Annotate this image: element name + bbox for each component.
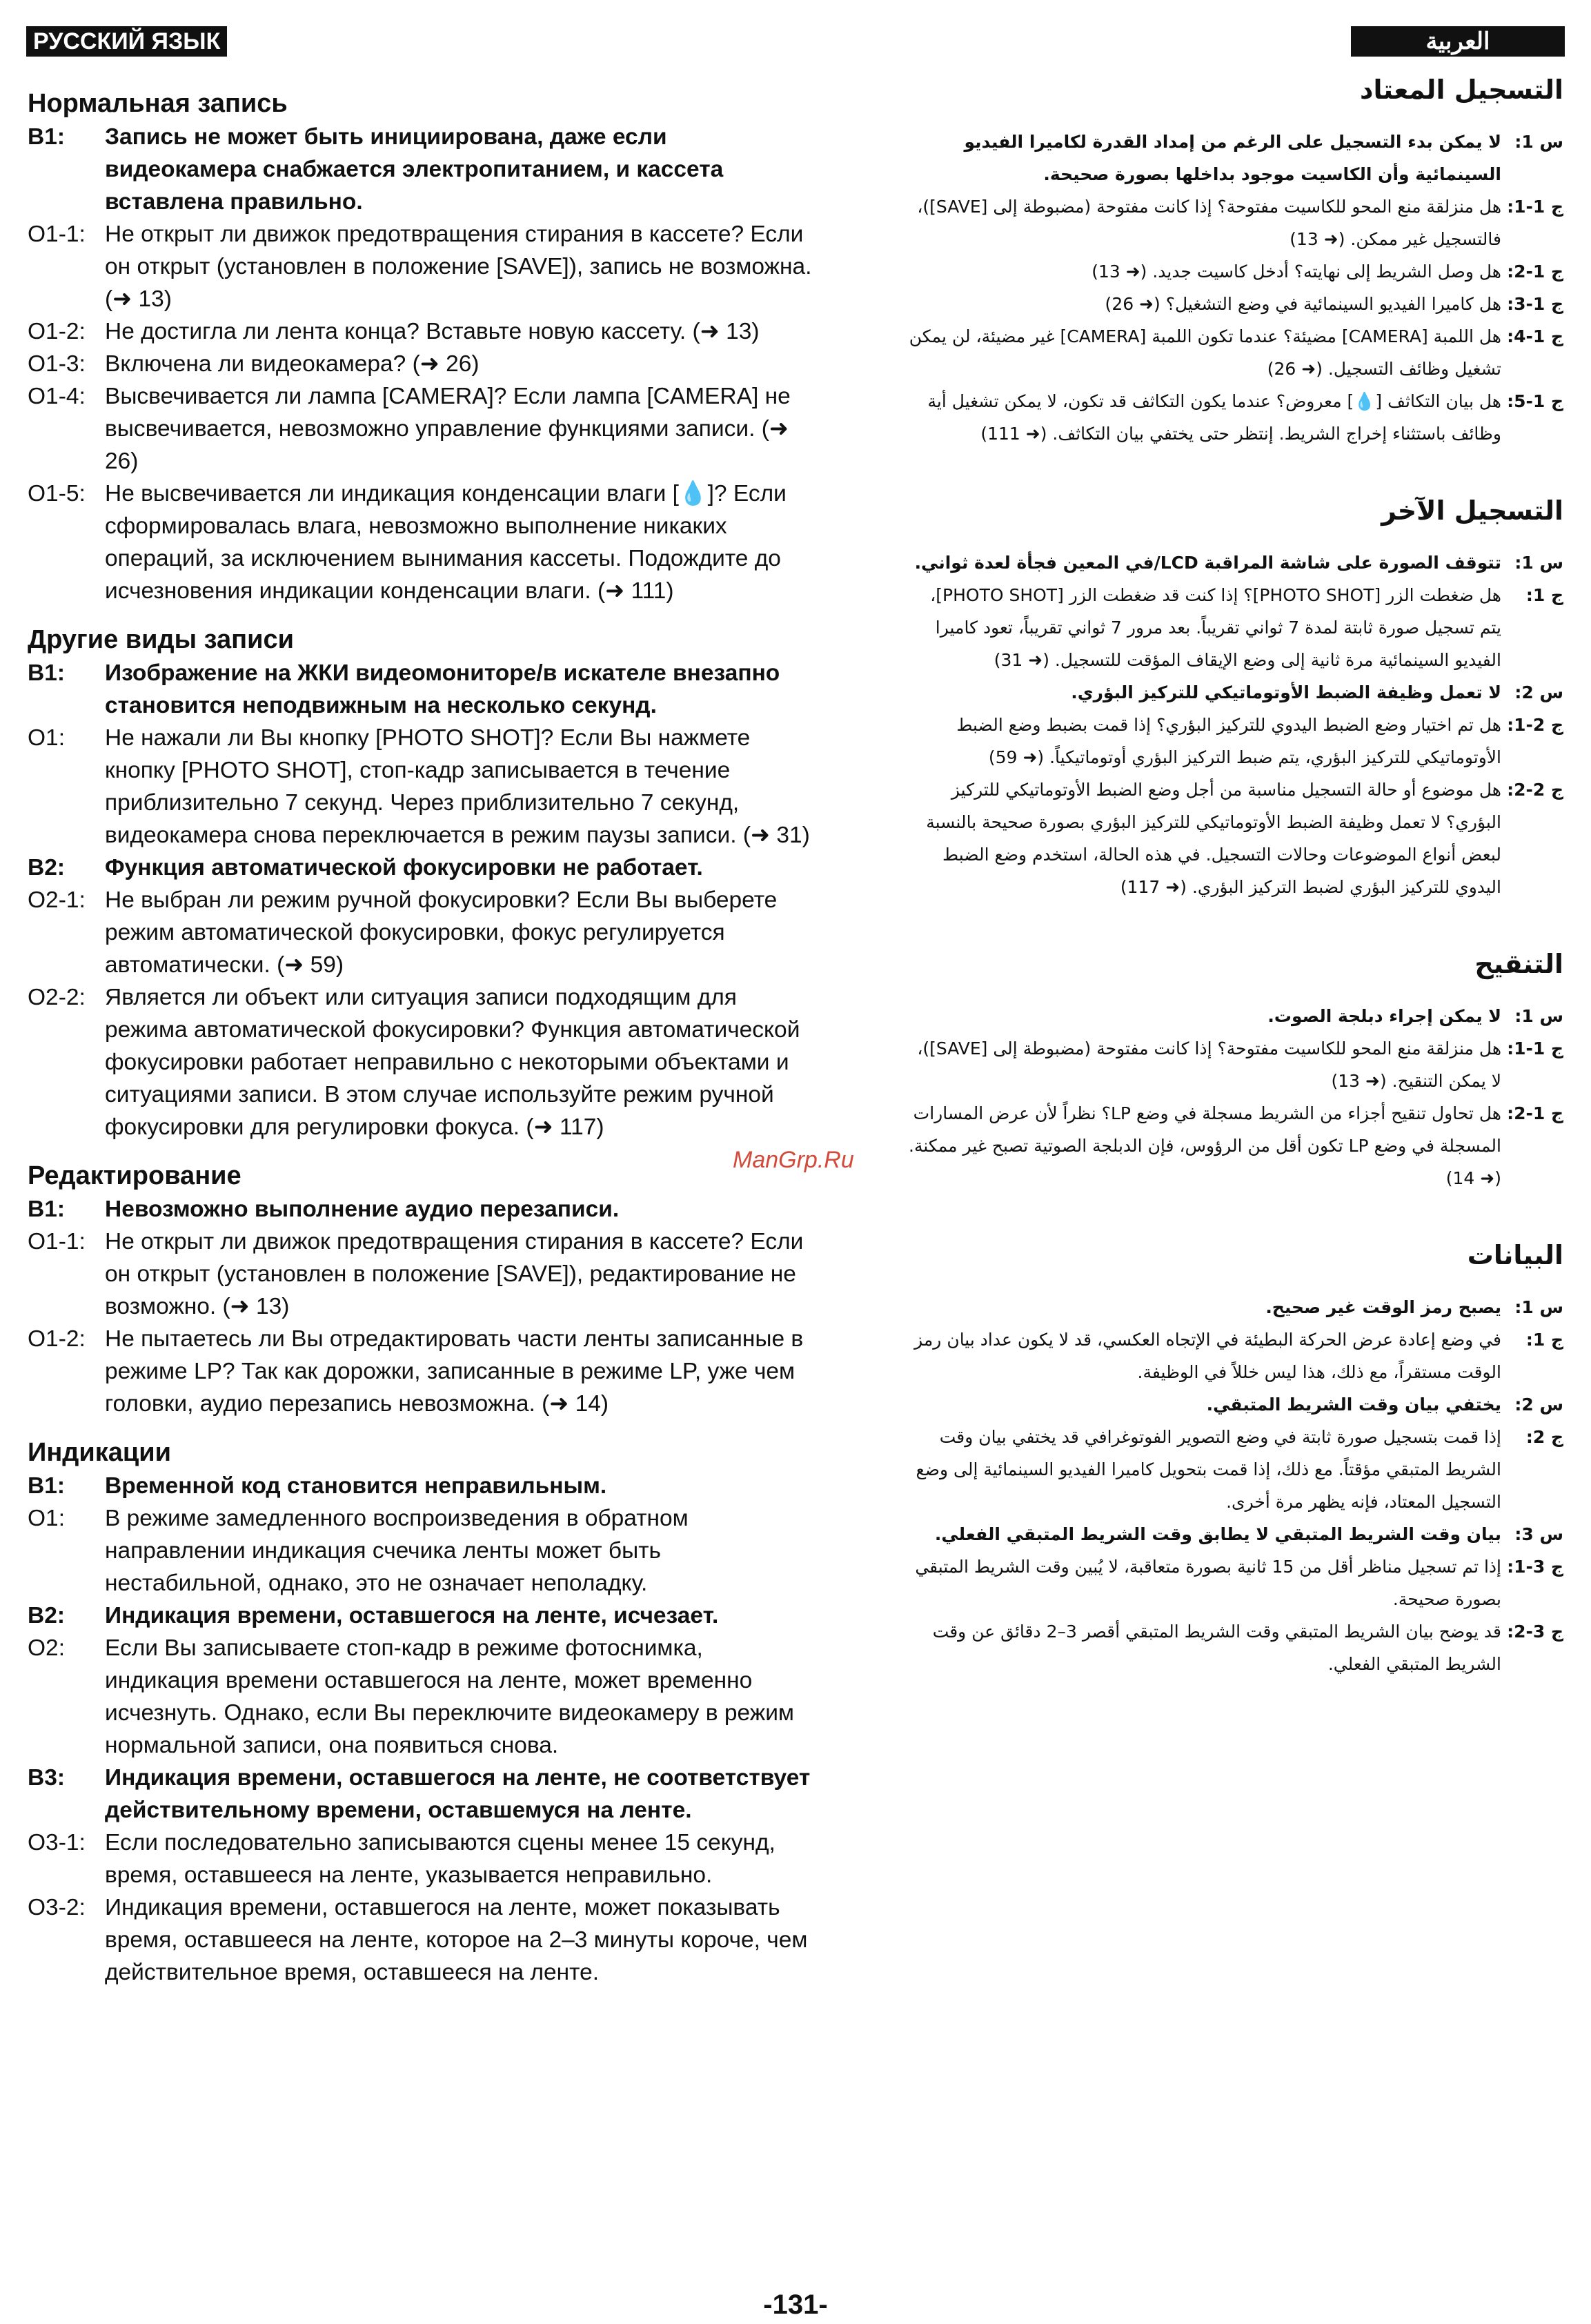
item-label: ج 1-1: [1507, 197, 1563, 217]
section-title: Индикации [28, 1438, 171, 1467]
answer-item [28, 1632, 814, 1762]
item-text: Включена ли видеокамера? (➜ 26) [105, 351, 480, 377]
question-item [908, 126, 1563, 190]
question-item [908, 1000, 1563, 1032]
answer-item [908, 1032, 1563, 1097]
item-text: Невозможно выполнение аудио перезаписи. [105, 1197, 620, 1222]
question-item [28, 657, 814, 722]
item-text: Индикация времени, оставшегося на ленте, может показывать время, оставшееся на ленте, которое на 2–3 минуты короче, чем действительное время, оставшееся на ленте. [105, 1895, 808, 1985]
section-title: Редактирование [28, 1161, 241, 1190]
answer-item [28, 1826, 814, 1891]
item-text: هل موضوع أو حالة التسجيل مناسبة من أجل وضع الضبط الأوتوماتيكي للتركيز البؤري؟ لا تعمل وظيفة الضبط الأوتوماتيكي للتركيز البؤري بصورة صحيحة بالنسبة لبعض أنواع الموضوعات وحالات التسجيل. في هذه الحالة، استخدم وضع الضبط اليدوي للتركيز البؤري لضبط التركيز البؤري. (➜ 117) [926, 780, 1501, 897]
item-text: هل كاميرا الفيديو السينمائية في وضع التشغيل؟ (➜ 26) [1105, 294, 1501, 314]
answer-item [908, 1550, 1563, 1615]
item-text: Не открыт ли движок предотвращения стирания в кассете? Если он открыт (установлен в положение [SAVE]), редактирование не возможно. (➜ 13) [105, 1229, 804, 1319]
item-text: Не выбран ли режим ручной фокусировки? Если Вы выберете режим автоматической фокусировки, фокус регулируется автоматически. (➜ 59) [105, 887, 778, 978]
item-label: В2: [28, 1603, 65, 1628]
item-label: О2: [28, 1635, 65, 1661]
answer-item [908, 1421, 1563, 1518]
item-text: هل منزلقة منع المحو للكاسيت مفتوحة؟ إذا كانت مفتوحة (مضبوطة إلى [SAVE])، فالتسجيل غير ممكن. (➜ 13) [917, 197, 1501, 249]
question-item [908, 1518, 1563, 1550]
item-label: س 1: [1514, 1297, 1563, 1317]
item-label: ج 1-2: [1507, 1103, 1563, 1123]
section-title: Другие виды записи [28, 625, 294, 654]
answer-item [28, 1323, 814, 1420]
item-text: Не достигла ли лента конца? Вставьте новую кассету. (➜ 13) [105, 319, 760, 344]
item-text: لا يمكن بدء التسجيل على الرغم من إمداد القدرة لكاميرا الفيديو السينمائية وأن الكاسيت موجود بداخلها بصورة صحيحة. [964, 132, 1501, 184]
item-text: هل وصل الشريط إلى نهايته؟ أدخل كاسيت جديد. (➜ 13) [1091, 262, 1501, 282]
item-label: О1-2: [28, 319, 86, 344]
item-label: ج 1: [1525, 585, 1563, 605]
answer-item [908, 1323, 1563, 1388]
item-text: إذا تم تسجيل مناظر أقل من 15 ثانية بصورة متعاقبة، لا يُبين وقت الشريط المتبقي بصورة صحيحة. [915, 1557, 1501, 1609]
item-text: Функция автоматической фокусировки не работает. [105, 855, 703, 880]
question-item [908, 1291, 1563, 1323]
section [908, 1234, 1563, 1680]
item-text: Изображение на ЖКИ видеомониторе/в искателе внезапно становится неподвижным на несколько секунд. [105, 660, 780, 718]
section [908, 69, 1563, 450]
language-tab-arabic: العربية [1351, 26, 1565, 57]
item-text: يصبح رمز الوقت غير صحيح. [1265, 1297, 1501, 1317]
item-label: В1: [28, 124, 65, 150]
item-text: تتوقف الصورة على شاشة المراقبة LCD/في المعين فجأة لعدة ثواني. [914, 553, 1501, 573]
item-text: Временной код становится неправильным. [105, 1473, 607, 1499]
answer-item [28, 348, 814, 380]
answer-item [908, 385, 1563, 450]
question-item [908, 676, 1563, 709]
item-label: ج 2: [1525, 1427, 1563, 1447]
section [28, 86, 814, 607]
item-label: О1-1: [28, 221, 86, 247]
item-text: لا يمكن إجراء دبلجة الصوت. [1267, 1006, 1501, 1026]
item-text: Не пытаетесь ли Вы отредактировать части ленты записанные в режиме LP? Так как дорожки, записанные в режиме LP, уже чем головки, аудио перезапись невозможна. (➜ 14) [105, 1326, 804, 1417]
item-label: О1-1: [28, 1229, 86, 1254]
question-item [28, 1193, 814, 1225]
item-text: Является ли объект или ситуация записи подходящим для режима автоматической фокусировки? Функция автоматической фокусировки работает неправильно с некоторыми объектами и ситуациями записи. В этом случае используйте режим ручной фокусировки для регулировки фокуса. (➜ 117) [105, 985, 800, 1140]
item-text: Не нажали ли Вы кнопку [PHOTO SHOT]? Если Вы нажмете кнопку [PHOTO SHOT], стоп-кадр записывается в течение приблизительно 7 секунд. Через приблизительно 7 секунд, видеокамера снова переключается в режим паузы записи. (➜ 31) [105, 725, 810, 848]
answer-item [28, 315, 814, 348]
question-item [28, 1599, 814, 1632]
russian-column [28, 86, 814, 2004]
item-label: س 1: [1514, 553, 1563, 573]
item-text: Индикация времени, оставшегося на ленте, исчезает. [105, 1603, 719, 1628]
section [908, 943, 1563, 1194]
item-text: Высвечивается ли лампа [CAMERA]? Если лампа [CAMERA] не высвечивается, невозможно управление функциями записи. (➜ 26) [105, 384, 791, 474]
arabic-column [908, 69, 1563, 1720]
item-label: ج 1-5: [1507, 391, 1563, 411]
item-label: ج 2-1: [1507, 715, 1563, 735]
item-text: قد يوضح بيان الشريط المتبقي وقت الشريط المتبقي أقصر 3–2 دقائق عن وقت الشريط المتبقي الفعلي. [932, 1622, 1501, 1674]
answer-item [908, 774, 1563, 903]
answer-item [28, 477, 814, 607]
question-item [28, 121, 814, 218]
item-label: В1: [28, 1473, 65, 1499]
item-text: هل منزلقة منع المحو للكاسيت مفتوحة؟ إذا كانت مفتوحة (مضبوطة إلى [SAVE])، لا يمكن التنقيح. (➜ 13) [917, 1038, 1501, 1091]
section-title: البيانات [1467, 1240, 1563, 1270]
item-label: О2-1: [28, 887, 86, 913]
watermark: ManGrp.Ru [733, 1147, 854, 1173]
item-label: ج 1-1: [1507, 1038, 1563, 1058]
answer-item [28, 1891, 814, 1989]
item-text: في وضع إعادة عرض الحركة البطيئة في الإتجاه العكسي، قد لا يكون عداد بيان رمز الوقت مستقراً، مع ذلك، هذا ليس خللاً في الوظيفة. [914, 1330, 1501, 1382]
item-label: О1-4: [28, 384, 86, 409]
item-text: هل تحاول تنقيح أجزاء من الشريط مسجلة في وضع LP؟ نظراً لأن عرض المسارات المسجلة في وضع LP تكون أقل من الرؤوس، فإن الدبلجة الصوتية تصبح غير ممكنة. (➜ 14) [909, 1103, 1501, 1188]
item-label: О1: [28, 725, 65, 751]
item-text: إذا قمت بتسجيل صورة ثابتة في وضع التصوير الفوتوغرافي قد يختفي بيان وقت الشريط المتبقي مؤقتاً. مع ذلك، إذا قمت بتحويل كاميرا الفيديو السينمائية إلى وضع التسجيل المعتاد، فإنه يظهر مرة أخرى. [916, 1427, 1501, 1512]
item-label: ج 3-1: [1507, 1557, 1563, 1577]
item-text: Индикация времени, оставшегося на ленте, не соответствует действительному времени, оставшемуся на ленте. [105, 1765, 811, 1823]
section [908, 490, 1563, 903]
item-text: В режиме замедленного воспроизведения в обратном направлении индикация счечика ленты может быть нестабильной, однако, это не означает неполадку. [105, 1506, 689, 1596]
answer-item [908, 190, 1563, 255]
answer-item [908, 288, 1563, 320]
section-title: Нормальная запись [28, 89, 288, 118]
section-title: التسجيل المعتاد [1359, 75, 1563, 105]
item-label: О1-2: [28, 1326, 86, 1352]
item-text: Если последовательно записываются сцены менее 15 секунд, время, оставшееся на ленте, указывается неправильно. [105, 1830, 775, 1888]
answer-item [908, 709, 1563, 774]
item-text: Не высвечивается ли индикация конденсации влаги [💧]? Если сформировалась влага, невозможно выполнение никаких операций, за исключением вынимания кассеты. Подождите до исчезновения индикации конденсации влаги. (➜ 111) [105, 481, 787, 604]
item-text: Запись не может быть инициирована, даже если видеокамера снабжается электропитанием, и кассета вставлена правильно. [105, 124, 724, 215]
answer-item [908, 320, 1563, 385]
answer-item [28, 1502, 814, 1599]
item-label: О1-5: [28, 481, 86, 506]
answer-item [28, 218, 814, 315]
answer-item [28, 981, 814, 1143]
item-label: ج 3-2: [1507, 1622, 1563, 1642]
item-text: هل ضغطت الزر [PHOTO SHOT]؟ إذا كنت قد ضغطت الزر [PHOTO SHOT]، يتم تسجيل صورة ثابتة لمدة 7 ثواني تقريباً. بعد مرور 7 ثواني تقريباً، تعود كاميرا الفيديو السينمائية مرة ثانية إلى وضع الإيقاف المؤقت للتسجيل. (➜ 31) [930, 585, 1501, 670]
answer-item [908, 1615, 1563, 1680]
item-text: هل اللمبة [CAMERA] مضيئة؟ عندما تكون اللمبة [CAMERA] غير مضيئة، لن يمكن تشغيل وظائف التسجيل. (➜ 26) [909, 326, 1501, 379]
item-label: В3: [28, 1765, 65, 1791]
answer-item [908, 579, 1563, 676]
section [28, 622, 814, 1143]
item-text: يختفي بيان وقت الشريط المتبقي. [1206, 1395, 1501, 1415]
section [28, 1159, 814, 1420]
answer-item [28, 1225, 814, 1323]
item-text: هل بيان التكاثف [💧] معروض؟ عندما يكون التكاثف قد تكون، لا يمكن تشغيل أية وظائف باستثناء إخراج الشريط. إنتظر حتى يختفي بيان التكاثف. (➜ 111) [927, 391, 1501, 444]
item-label: ج 1: [1525, 1330, 1563, 1350]
item-text: Не открыт ли движок предотвращения стирания в кассете? Если он открыт (установлен в положение [SAVE]), запись не возможна. (➜ 13) [105, 221, 812, 312]
answer-item [908, 255, 1563, 288]
item-label: س 3: [1514, 1524, 1563, 1544]
item-label: س 2: [1514, 682, 1563, 702]
item-label: О2-2: [28, 985, 86, 1010]
item-label: س 1: [1514, 1006, 1563, 1026]
question-item [908, 546, 1563, 579]
item-label: В1: [28, 1197, 65, 1222]
item-label: ج 1-2: [1507, 262, 1563, 282]
item-text: هل تم اختيار وضع الضبط اليدوي للتركيز البؤري؟ إذا قمت بضبط وضع الضبط الأوتوماتيكي للتركيز البؤري، يتم ضبط التركيز البؤري أوتوماتيكياً. (➜ 59) [956, 715, 1501, 767]
page-number: -131- [763, 2289, 828, 2320]
section [28, 1435, 814, 1989]
item-label: О1: [28, 1506, 65, 1531]
item-label: В2: [28, 855, 65, 880]
question-item [28, 1470, 814, 1502]
answer-item [908, 1097, 1563, 1194]
question-item [28, 851, 814, 884]
item-label: ج 1-4: [1507, 326, 1563, 346]
language-tab-russian: РУССКИЙ ЯЗЫК [26, 26, 227, 57]
item-label: О3-1: [28, 1830, 86, 1855]
item-label: س 1: [1514, 132, 1563, 152]
item-text: Если Вы записываете стоп-кадр в режиме фотоснимка, индикация времени оставшегося на ленте, может временно исчезнуть. Однако, если Вы переключите видеокамеру в режим нормальной записи, она появиться снова. [105, 1635, 794, 1758]
item-text: لا تعمل وظيفة الضبط الأوتوماتيكي للتركيز البؤري. [1071, 682, 1501, 702]
item-label: О1-3: [28, 351, 86, 377]
answer-item [28, 722, 814, 851]
item-label: ج 2-2: [1507, 780, 1563, 800]
section-title: التنقيح [1474, 949, 1563, 979]
item-label: ج 1-3: [1507, 294, 1563, 314]
answer-item [28, 380, 814, 477]
item-text: بيان وقت الشريط المتبقي لا يطابق وقت الشريط المتبقي الفعلي. [934, 1524, 1501, 1544]
question-item [28, 1762, 814, 1826]
item-label: В1: [28, 660, 65, 686]
item-label: О3-2: [28, 1895, 86, 1920]
item-label: س 2: [1514, 1395, 1563, 1415]
question-item [908, 1388, 1563, 1421]
answer-item [28, 884, 814, 981]
section-title: التسجيل الآخر [1381, 495, 1563, 526]
